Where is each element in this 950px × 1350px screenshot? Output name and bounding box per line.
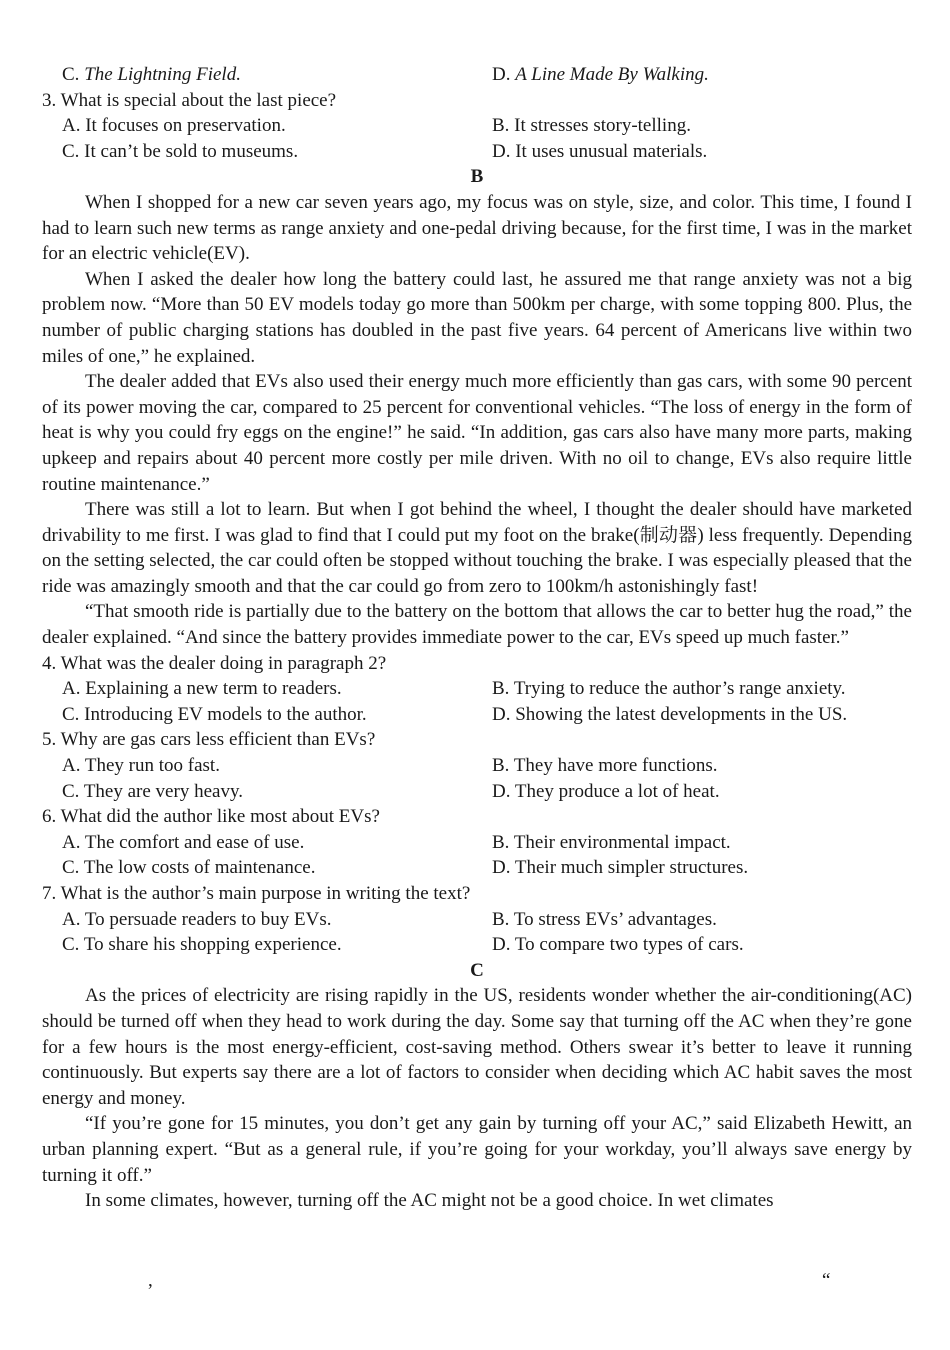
option-d: D. It uses unusual materials. <box>492 140 708 162</box>
option-d: D. A Line Made By Walking. <box>492 64 709 85</box>
section-b-passage <box>42 190 912 651</box>
paragraph: “That smooth ride is partially due to the battery on the bottom that allows the car to better hug the road,” the dealer explained. “And since the battery provides immediate power to the car, EVs speed up much faster.” <box>42 601 912 649</box>
exam-page <box>42 62 912 1214</box>
carryover-options <box>42 62 912 88</box>
option-d: D. Showing the latest developments in the US. <box>492 703 848 725</box>
option-c: C. The low costs of maintenance. <box>62 857 316 879</box>
option-c: C. The Lightning Field. <box>62 64 241 85</box>
option-b: B. Trying to reduce the author’s range anxiety. <box>492 678 846 700</box>
paragraph: When I asked the dealer how long the battery could last, he assured me that range anxiety was not a big problem now. “More than 50 EV models today go more than 500km per charge, with some topping 800. Plus, the number of public charging stations has doubled in the past five years. 64 percent of Americans live within two miles of one,” he explained. <box>42 268 912 367</box>
option-a: A. It focuses on preservation. <box>62 115 286 137</box>
paragraph: When I shopped for a new car seven years ago, my focus was on style, size, and color. This time, I found I had to learn such new terms as range anxiety and one-pedal driving because, for the first time, I was in the market for an electric vehicle(EV). <box>42 191 912 265</box>
option-c: C. It can’t be sold to museums. <box>62 140 299 162</box>
option-a: A. Explaining a new term to readers. <box>62 678 342 700</box>
option-b: B. To stress EVs’ advantages. <box>492 908 717 930</box>
question-stem: 5. Why are gas cars less efficient than EVs? <box>42 729 376 751</box>
section-c-passage <box>42 983 912 1213</box>
option-d: D. Their much simpler structures. <box>492 857 749 879</box>
paragraph: In some climates, however, turning off the AC might not be a good choice. In wet climates <box>85 1190 774 1212</box>
question-stem: 4. What was the dealer doing in paragraph 2? <box>42 652 387 674</box>
option-c: C. They are very heavy. <box>62 780 243 802</box>
option-a: A. To persuade readers to buy EVs. <box>62 908 332 930</box>
option-d: D. To compare two types of cars. <box>492 934 744 956</box>
option-d: D. They produce a lot of heat. <box>492 780 720 802</box>
question-4 <box>42 651 912 728</box>
question-6 <box>42 804 912 881</box>
cutoff-mark: , <box>148 1270 153 1291</box>
question-3 <box>42 88 912 165</box>
question-7 <box>42 881 912 958</box>
option-a: A. The comfort and ease of use. <box>62 831 305 853</box>
option-b: B. It stresses story-telling. <box>492 115 691 137</box>
option-b: B. Their environmental impact. <box>492 831 731 853</box>
section-b-heading: B <box>470 166 484 188</box>
option-a: A. They run too fast. <box>62 755 220 777</box>
question-stem: 7. What is the author’s main purpose in writing the text? <box>42 883 471 904</box>
option-b: B. They have more functions. <box>492 755 718 777</box>
question-stem: 6. What did the author like most about EVs? <box>42 806 380 828</box>
paragraph: As the prices of electricity are rising rapidly in the US, residents wonder whether the air-conditioning(AC) should be turned off when they head to work during the day. Some say that turning off the AC when they’re gone for a few hours is the most energy-efficient, cost-saving method. Others swear it’s better to leave it running continuously. But experts say there are a lot of factors to consider when deciding which AC habit saves the most energy and money. <box>42 985 912 1109</box>
option-c: C. Introducing EV models to the author. <box>62 703 367 725</box>
option-c: C. To share his shopping experience. <box>62 934 342 956</box>
question-5 <box>42 727 912 804</box>
paragraph: There was still a lot to learn. But when I got behind the wheel, I thought the dealer should have marketed drivability to me first. I was glad to find that I could put my foot on the brake(制动器) less frequently. Depending on the setting selected, the car could often be stopped without touching the brake. I was especially pleased that the ride was amazingly smooth and that the car could go from zero to 100km/h astonishingly fast! <box>42 499 912 597</box>
paragraph: “If you’re gone for 15 minutes, you don’t get any gain by turning off your AC,” said Elizabeth Hewitt, an urban planning expert. “But as a general rule, if you’re going for your workday, you’ll always save energy by turning it off.” <box>42 1113 912 1186</box>
cutoff-mark: “ <box>822 1270 831 1291</box>
section-c-heading: C <box>470 959 484 981</box>
question-stem: 3. What is special about the last piece? <box>42 89 337 111</box>
paragraph: The dealer added that EVs also used their energy much more efficiently than gas cars, with some 90 percent of its power moving the car, compared to 25 percent for conventional vehicles. “The loss of energy in the form of heat is why you could fry eggs on the engine!” he said. “In addition, gas cars also have many more parts, making upkeep and repairs about 40 percent more costly per mile driven. With no oil to change, EVs also require little routine maintenance.” <box>42 371 912 495</box>
